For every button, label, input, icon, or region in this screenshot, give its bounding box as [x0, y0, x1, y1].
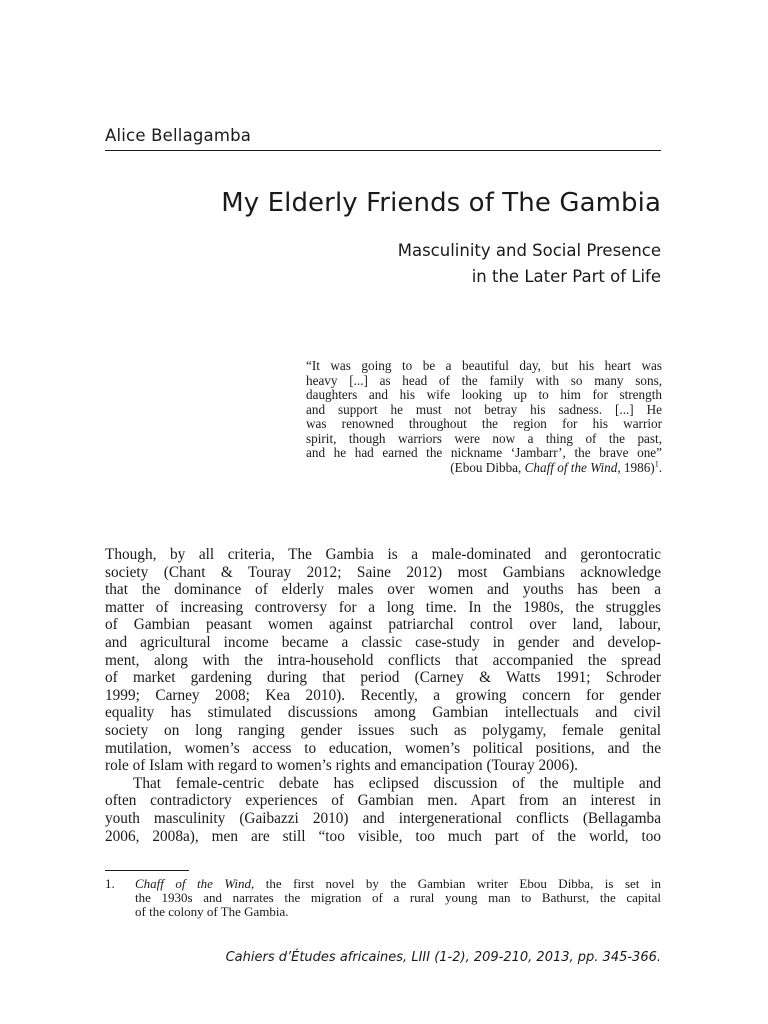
- citation-close: 1986): [620, 459, 655, 475]
- footnote-number: 1.: [105, 876, 115, 891]
- article-title: My Elderly Friends of The Gambia: [221, 188, 661, 218]
- epigraph-line: daughters and his wife looking up to him for strength: [306, 387, 662, 402]
- epigraph-line: “It was going to be a beautiful day, but his heart was: [306, 358, 662, 373]
- epigraph-line: and he had earned the nickname ‘Jambarr’, the brave one”: [306, 445, 662, 460]
- footnote-text: , the first novel by the Gambian writer Ebou Dibba, is set in: [251, 876, 661, 891]
- body-line: society (Chant & Touray 2012; Saine 2012) most Gambians acknowledge: [105, 563, 661, 581]
- body-line: 1999; Carney 2008; Kea 2010). Recently, a growing concern for gender: [105, 686, 661, 704]
- citation-end: .: [658, 459, 662, 475]
- epigraph-line: and support he must not betray his sadness. [...] He: [306, 401, 662, 417]
- body-line: Though, by all criteria, The Gambia is a male-dominated and gerontocratic: [105, 546, 661, 563]
- footnote: [105, 877, 661, 920]
- citation-open: (Ebou Dibba,: [450, 459, 525, 475]
- subtitle-line: Masculinity and Social Presence: [397, 241, 661, 260]
- body-line: of Gambian peasant women against patriarchal control over land, labour,: [105, 616, 661, 634]
- article-subtitle: [398, 238, 661, 290]
- body-line: and agricultural income became a classic case-study in gender and develop-: [105, 633, 661, 651]
- author-name: Alice Bellagamba: [105, 126, 252, 145]
- body-line: that the dominance of elderly males over women and youths has been a: [105, 581, 661, 599]
- footnote-reference[interactable]: 1: [654, 459, 659, 469]
- footnote-line: the 1930s and narrates the migration of a rural young man to Bathurst, the capital: [135, 890, 661, 906]
- epigraph-line: heavy [...] as head of the family with so many sons,: [306, 372, 662, 388]
- body-line: matter of increasing controversy for a long time. In the 1980s, the struggles: [105, 598, 661, 616]
- journal-citation: Cahiers d’Études africaines, LIII (1-2), 209-210, 2013, pp. 345-366.: [225, 950, 661, 965]
- body-line: role of Islam with regard to women’s rights and emancipation (Touray 2006).: [105, 757, 579, 775]
- body-line: equality has stimulated discussions among Gambian intellectuals and civil: [105, 704, 661, 722]
- body-text: [105, 546, 661, 845]
- footnote-rule: [105, 870, 189, 871]
- footnote-title: Chaff of the Wind: [135, 876, 252, 891]
- author-rule: [105, 150, 661, 151]
- epigraph-line: spirit, though warriors were now a thing of the past,: [306, 430, 662, 446]
- body-line: 2006, 2008a), men are still “too visible, too much part of the world, too: [105, 827, 661, 845]
- subtitle-line: in the Later Part of Life: [471, 267, 661, 286]
- body-line: often contradictory experiences of Gambian men. Apart from an interest in: [105, 792, 661, 810]
- epigraph-line: was renowned throughout the region for his warrior: [306, 416, 662, 431]
- body-line: society on long ranging gender issues such as polygamy, female genital: [105, 721, 661, 739]
- body-line: of market gardening during that period (Carney & Watts 1991; Schroder: [105, 669, 661, 687]
- body-line: That female-centric debate has eclipsed discussion of the multiple and: [133, 774, 661, 792]
- body-line: mutilation, women’s access to education, women’s political positions, and the: [105, 739, 661, 757]
- epigraph: [306, 359, 662, 475]
- body-line: youth masculinity (Gaibazzi 2010) and intergenerational conflicts (Bellagamba: [105, 809, 661, 827]
- footnote-body: [135, 877, 661, 920]
- epigraph-citation: [306, 461, 662, 476]
- body-line: ment, along with the intra-household conflicts that accompanied the spread: [105, 651, 661, 669]
- paragraph-2: [105, 775, 661, 845]
- footnote-line: [135, 877, 661, 891]
- footnote-line: of the colony of The Gambia.: [135, 904, 289, 920]
- citation-title: Chaff of the Wind,: [524, 459, 621, 475]
- paragraph-1: [105, 546, 661, 775]
